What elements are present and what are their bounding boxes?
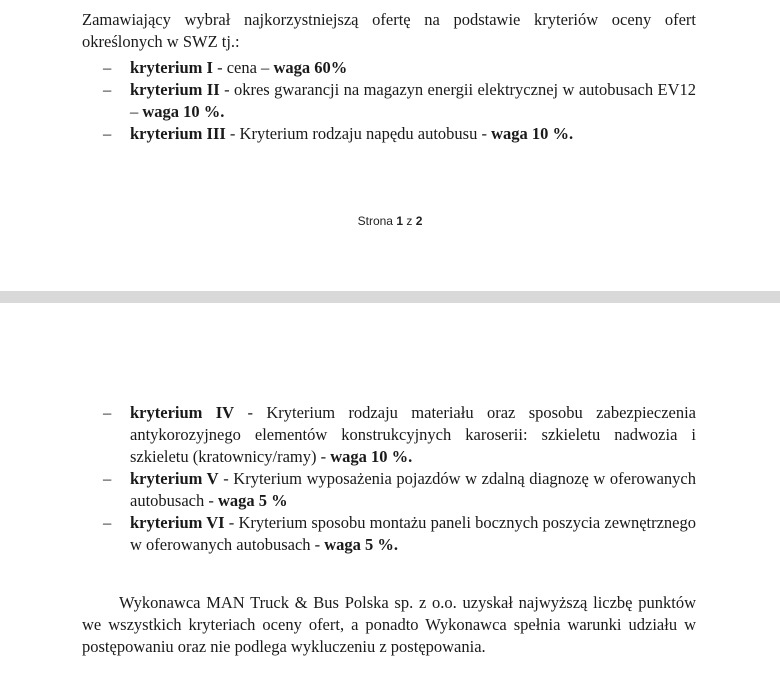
criterion-description: okres gwarancji na magazyn energii elektrycznej w autobusach EV12 – [130,80,696,121]
criterion-name: kryterium IV [130,403,235,422]
list-item [103,512,696,556]
criterion-description: Kryterium sposobu montażu paneli bocznych poszycia zewnętrznego w oferowanych autobusach - [130,513,696,554]
conclusion-paragraph: Wykonawca MAN Truck & Bus Polska sp. z o.o. uzyskał najwyższą liczbę punktów we wszystkich kryteriach oceny ofert, a ponadto Wykonawca spełnia warunki udziału w postępowaniu oraz nie podlega wykluczeniu z postępowania. [82,593,696,656]
criterion-name: kryterium V [130,469,219,488]
criterion-separator: - [225,124,240,143]
intro-paragraph: Zamawiający wybrał najkorzystniejszą ofertę na podstawie kryteriów oceny ofert określonych w SWZ tj.: [82,10,696,51]
list-item [103,402,696,468]
page-number: 1 [396,214,404,228]
criterion-weight: waga 10 %. [330,447,413,466]
criterion-description: Kryterium wyposażenia pojazdów w zdalną diagnozę w oferowanych autobusach - [130,469,697,510]
dash-marker: – [103,124,112,143]
page-1 [0,0,780,291]
footer-prefix: Strona [357,214,397,228]
list-item [103,123,696,145]
criterion-separator: - [224,513,239,532]
page-2 [0,303,780,680]
criterion-weight: waga 5 %. [324,535,399,554]
list-item [103,468,696,512]
criterion-separator: - [218,469,234,488]
page-separator [0,291,780,303]
criterion-name: kryterium VI [130,513,225,532]
criterion-description: Kryterium rodzaju materiału oraz sposobu zabezpieczenia antykorozyjnego elementów konstrukcyjnych karoserii: szkieletu nadwozia i szkieletu (kratownicy/ramy) - [130,403,697,466]
criterion-description: cena – [226,58,274,77]
footer-mid: z [403,214,416,228]
dash-marker: – [103,80,112,99]
criterion-name: kryterium II [130,80,220,99]
dash-marker: – [103,469,112,488]
criterion-weight: waga 10 %. [142,102,225,121]
criteria-list-page-2 [103,402,696,556]
criterion-name: kryterium I [130,58,213,77]
dash-marker: – [103,58,112,77]
criterion-weight: waga 60% [273,58,348,77]
criterion-name: kryterium III [130,124,226,143]
list-item [103,79,696,123]
list-item [103,57,696,79]
criterion-separator: - [234,403,267,422]
page-total: 2 [415,214,423,228]
criterion-weight: waga 5 % [217,491,288,510]
dash-marker: – [103,513,112,532]
dash-marker: – [103,403,112,422]
criterion-separator: - [219,80,234,99]
criterion-description: Kryterium rodzaju napędu autobusu - [239,124,492,143]
criterion-separator: - [212,58,227,77]
criterion-weight: waga 10 %. [491,124,574,143]
criteria-list-page-1 [103,57,696,145]
page-footer [0,214,780,228]
